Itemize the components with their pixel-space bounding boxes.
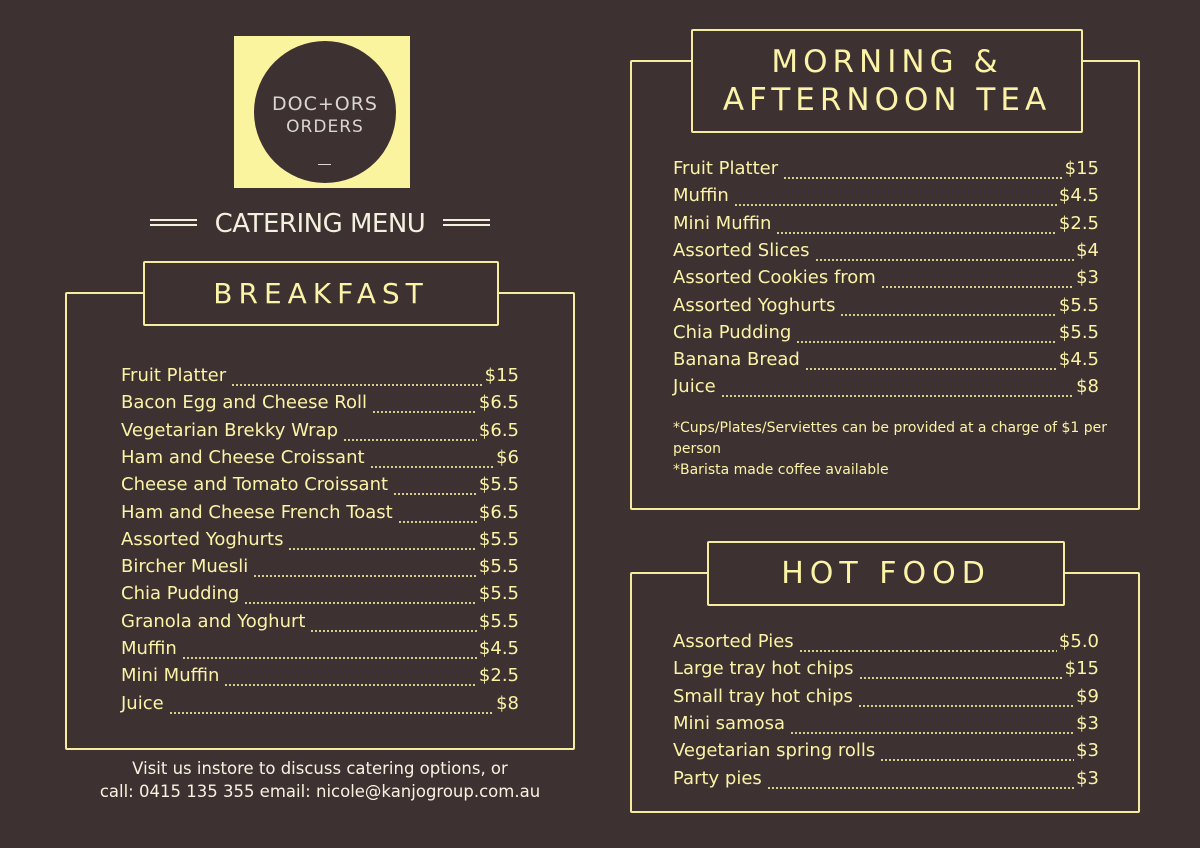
footer-line2: call: 0415 135 355 email: nicole@kanjogroup.com.au — [99, 782, 541, 801]
breakfast-title: BREAKFAST — [143, 261, 499, 326]
menu-item-price: $5.5 — [478, 556, 519, 578]
menu-item-price: $15 — [1064, 658, 1099, 680]
dot-leader — [734, 187, 1057, 207]
dot-leader — [783, 160, 1063, 180]
menu-item — [673, 262, 1099, 289]
dot-leader — [840, 297, 1056, 317]
menu-item-name: Assorted Pies — [673, 631, 794, 652]
menu-item — [121, 551, 519, 578]
menu-item-name: Muffin — [121, 638, 177, 659]
menu-item-price: $15 — [1064, 158, 1099, 179]
dot-leader — [767, 770, 1074, 790]
dot-leader — [182, 640, 477, 660]
menu-item-name: Fruit Platter — [673, 158, 779, 179]
menu-item — [121, 360, 519, 387]
menu-item — [673, 235, 1099, 262]
menu-item-price: $5.5 — [478, 583, 519, 605]
dot-leader — [343, 422, 477, 442]
menu-item-price: $3 — [1076, 267, 1099, 289]
menu-item — [673, 344, 1099, 371]
menu-item-price: $8 — [496, 692, 519, 714]
menu-item — [673, 208, 1099, 235]
menu-item-name: Vegetarian Brekky Wrap — [121, 419, 338, 441]
menu-item-name: Assorted Yoghurts — [673, 294, 836, 316]
dot-leader — [796, 324, 1057, 344]
dot-leader — [253, 558, 477, 578]
logo-line1: DOC+ORS — [272, 93, 378, 115]
menu-item-price: $8 — [1076, 376, 1099, 398]
menu-item-price: $5.0 — [1058, 631, 1099, 652]
menu-item — [673, 290, 1099, 317]
menu-item — [121, 578, 519, 605]
menu-item — [673, 735, 1099, 762]
menu-item-name: Fruit Platter — [121, 365, 227, 386]
dot-leader — [815, 242, 1075, 262]
menu-item — [121, 469, 519, 496]
menu-item-name: Bircher Muesli — [121, 556, 249, 578]
tea-title-line1: MORNING & — [771, 44, 1003, 80]
dot-leader — [370, 449, 495, 469]
menu-item-price: $6 — [496, 446, 519, 468]
menu-item-name: Banana Bread — [673, 349, 800, 371]
menu-item — [121, 660, 519, 687]
dot-leader — [790, 715, 1074, 735]
menu-item-price: $4.5 — [478, 638, 519, 659]
breakfast-list — [121, 360, 519, 720]
tea-note-coffee: *Barista made coffee available — [673, 462, 889, 478]
menu-item-name: Assorted Slices — [673, 239, 810, 261]
menu-item-name: Granola and Yoghurt — [121, 610, 306, 632]
menu-item-price: $5.5 — [478, 528, 519, 550]
menu-item — [673, 153, 1099, 180]
dot-leader — [799, 633, 1057, 653]
dot-leader — [288, 531, 476, 551]
menu-item — [673, 708, 1099, 735]
dot-leader — [169, 695, 494, 715]
menu-item-name: Large tray hot chips — [673, 658, 854, 680]
dot-leader — [805, 351, 1057, 371]
dot-leader — [224, 667, 477, 687]
menu-item-price: $3 — [1076, 767, 1099, 789]
menu-item — [673, 681, 1099, 708]
catering-heading — [150, 207, 490, 243]
menu-item-price: $5.5 — [1058, 294, 1099, 316]
menu-item-price: $4.5 — [1058, 349, 1099, 371]
menu-item — [121, 524, 519, 551]
right-double-rule — [443, 219, 490, 226]
menu-item-name: Ham and Cheese French Toast — [121, 501, 393, 523]
menu-item — [673, 317, 1099, 344]
dot-leader — [858, 688, 1074, 708]
menu-item-name: Mini Muffin — [673, 212, 772, 234]
menu-item-name: Mini samosa — [673, 712, 786, 734]
menu-item — [121, 497, 519, 524]
hot-food-list — [673, 626, 1099, 796]
tea-title-line2: AFTERNOON TEA — [722, 82, 1052, 118]
menu-item — [121, 415, 519, 442]
tea-note-cups: *Cups/Plates/Serviettes can be provided at a charge of $1 per person — [673, 420, 1108, 457]
logo-line2: ORDERS — [286, 117, 364, 137]
hot-food-title: HOT FOOD — [707, 541, 1065, 606]
footer-contact — [60, 757, 580, 803]
menu-item-price: $5.5 — [478, 474, 519, 496]
menu-item-name: Cheese and Tomato Croissant — [121, 474, 389, 496]
dot-leader — [881, 269, 1074, 289]
dot-leader — [310, 613, 476, 633]
tea-title — [691, 29, 1083, 133]
menu-item-price: $15 — [484, 365, 519, 386]
dot-leader — [231, 367, 483, 387]
menu-item — [121, 688, 519, 715]
menu-item-name: Mini Muffin — [121, 665, 220, 687]
catering-title: CATERING MENU — [214, 209, 426, 239]
menu-item-price: $6.5 — [478, 392, 519, 414]
menu-item-name: Vegetarian spring rolls — [673, 740, 876, 762]
menu-item-name: Small tray hot chips — [673, 685, 853, 707]
dot-leader — [398, 504, 477, 524]
menu-item-price: $9 — [1076, 685, 1099, 707]
menu-item-name: Ham and Cheese Croissant — [121, 446, 365, 468]
menu-item-price: $3 — [1076, 712, 1099, 734]
menu-item-price: $5.5 — [478, 610, 519, 632]
menu-item-price: $5.5 — [1058, 321, 1099, 343]
menu-item — [673, 763, 1099, 790]
dot-leader — [776, 215, 1057, 235]
dot-leader — [880, 742, 1074, 762]
menu-item — [673, 626, 1099, 653]
dot-leader — [859, 660, 1063, 680]
logo-dash — [318, 164, 331, 165]
logo-circle — [254, 41, 396, 183]
menu-item — [121, 442, 519, 469]
menu-item-name: Party pies — [673, 767, 762, 789]
menu-item — [121, 387, 519, 414]
menu-item-price: $3 — [1076, 740, 1099, 762]
menu-item-price: $2.5 — [478, 665, 519, 687]
menu-item-name: Bacon Egg and Cheese Roll — [121, 392, 367, 414]
menu-item-name: Chia Pudding — [673, 321, 792, 343]
menu-item — [673, 180, 1099, 207]
menu-item-name: Muffin — [673, 185, 729, 207]
menu-item — [121, 633, 519, 660]
tea-list — [673, 153, 1099, 403]
menu-item — [673, 371, 1099, 398]
menu-item-name: Chia Pudding — [121, 583, 240, 605]
menu-item — [121, 606, 519, 633]
menu-item-name: Assorted Yoghurts — [121, 528, 284, 550]
menu-item-price: $6.5 — [478, 501, 519, 523]
menu-item-name: Juice — [121, 692, 164, 714]
menu-item-price: $4.5 — [1058, 185, 1099, 207]
menu-item-price: $2.5 — [1058, 212, 1099, 234]
menu-item-price: $6.5 — [478, 419, 519, 441]
dot-leader — [244, 585, 477, 605]
dot-leader — [372, 394, 477, 414]
logo — [234, 36, 410, 188]
menu-item-name: Juice — [673, 376, 716, 398]
dot-leader — [721, 378, 1074, 398]
menu-item — [673, 653, 1099, 680]
menu-item-name: Assorted Cookies from — [673, 267, 876, 289]
tea-notes — [673, 418, 1113, 481]
footer-line1: Visit us instore to discuss catering options, or — [132, 759, 508, 778]
dot-leader — [393, 476, 477, 496]
menu-item-price: $4 — [1076, 239, 1099, 261]
